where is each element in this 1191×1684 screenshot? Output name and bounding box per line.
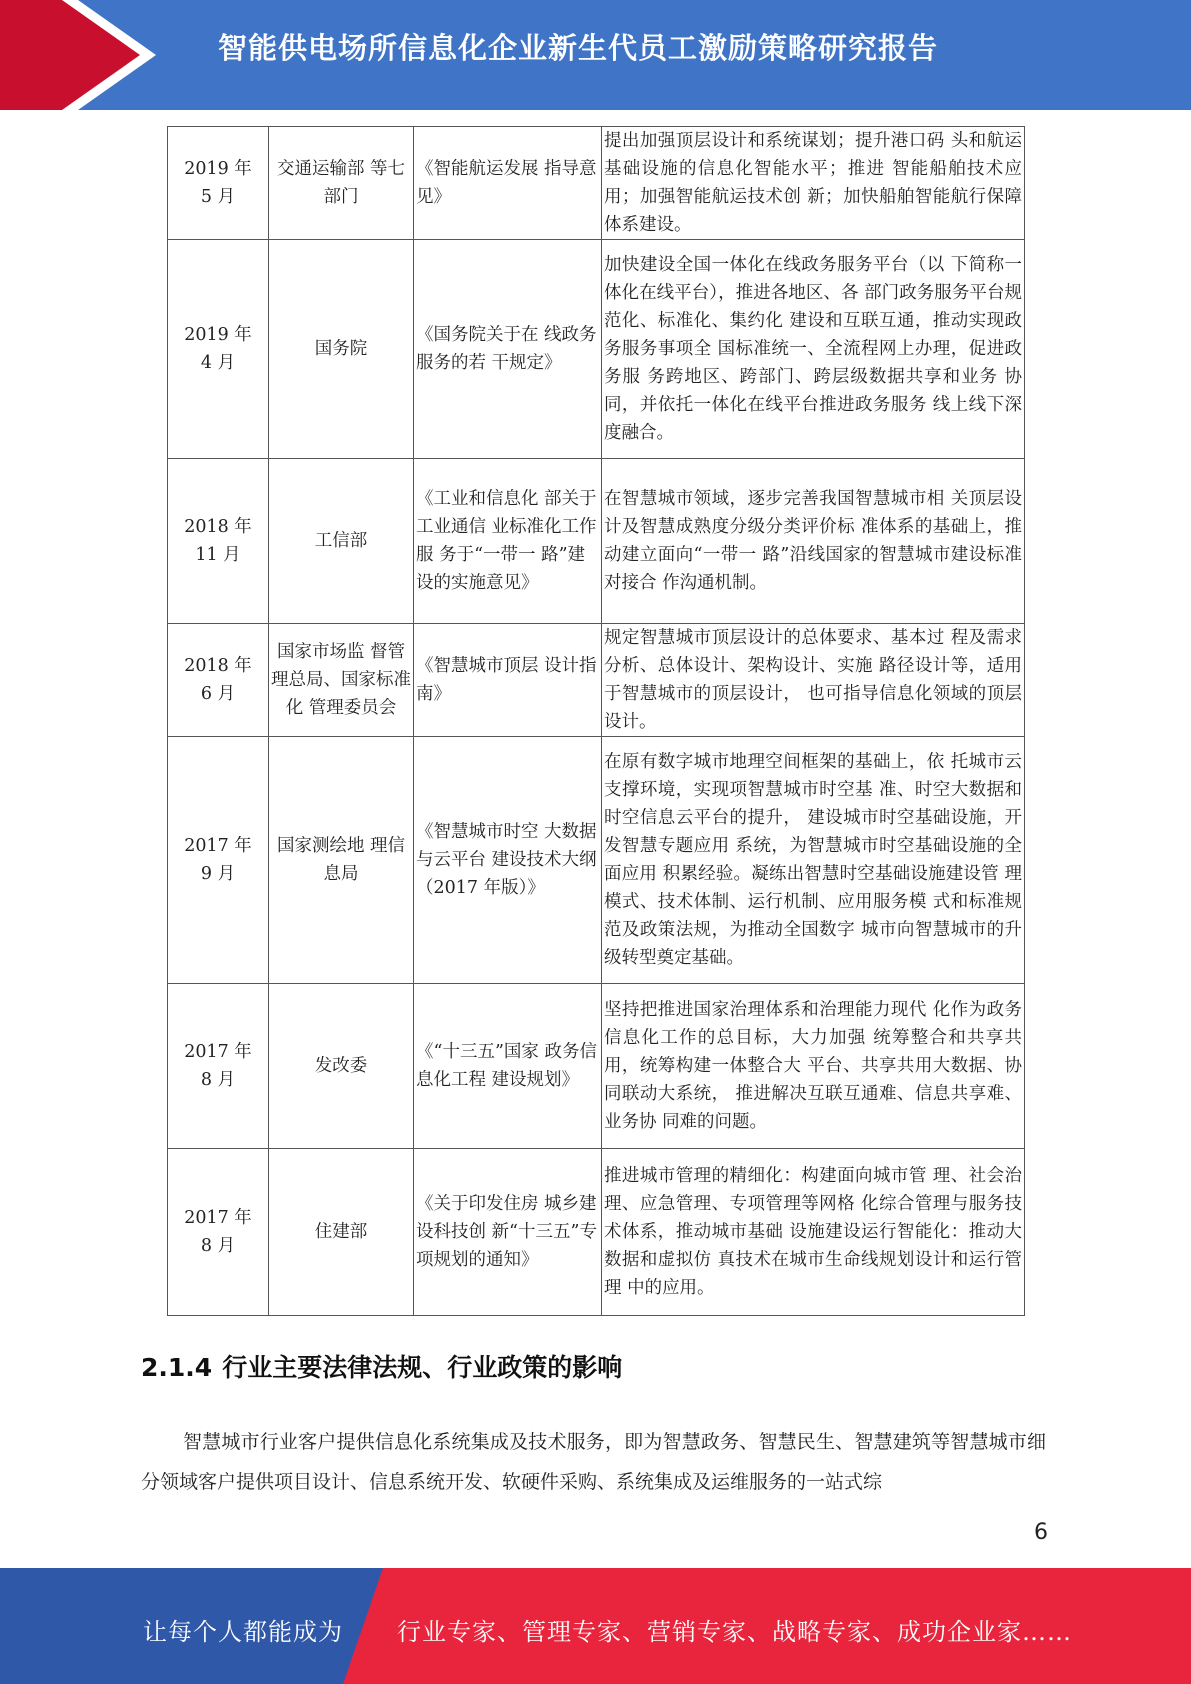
description-cell: 在智慧城市领域，逐步完善我国智慧城市相 关顶层设计及智慧成熟度分级分类评价标 准体系的基础上，推动建立面向“一带一 路”沿线国家的智慧城市建设标准对接合 作沟通机制。	[602, 459, 1025, 624]
document-cell: 《国务院关于在 线政务服务的若 干规定》	[414, 240, 602, 459]
description-cell: 规定智慧城市顶层设计的总体要求、基本过 程及需求分析、总体设计、架构设计、实施 路径设计等，适用于智慧城市的顶层设计， 也可指导信息化领域的顶层设计。	[602, 624, 1025, 737]
date-cell: 2018 年 11 月	[168, 459, 269, 624]
date-cell: 2017 年 8 月	[168, 1149, 269, 1316]
date-cell: 2017 年 8 月	[168, 984, 269, 1149]
agency-cell: 住建部	[269, 1149, 414, 1316]
document-cell: 《关于印发住房 城乡建设科技创 新“十三五”专 项规划的通知》	[414, 1149, 602, 1316]
date-cell: 2019 年 5 月	[168, 127, 269, 240]
description-cell: 加快建设全国一体化在线政务服务平台（以 下简称一体化在线平台），推进各地区、各 部门政务服务平台规范化、标准化、集约化 建设和互联互通，推动实现政务服务事项全 国标准统一、全流程网上办理，促进政务服 务跨地区、跨部门、跨层级数据共享和业务 协同，并依托一体化在线平台推进政务服务 线上线下深度融合。	[602, 240, 1025, 459]
page-number: 6	[1034, 1520, 1048, 1545]
body-paragraph: 智慧城市行业客户提供信息化系统集成及技术服务，即为智慧政务、智慧民生、智慧建筑等智慧城市细分领域客户提供项目设计、信息系统开发、软硬件采购、系统集成及运维服务的一站式综	[141, 1431, 1046, 1493]
section-heading	[141, 1348, 622, 1384]
document-cell: 《智慧城市时空 大数据与云平台 建设技术大纲 （2017 年版）》	[414, 737, 602, 984]
table-row	[168, 459, 1025, 624]
document-cell: 《“十三五”国家 政务信息化工程 建设规划》	[414, 984, 602, 1149]
agency-cell: 工信部	[269, 459, 414, 624]
table-row	[168, 127, 1025, 240]
section-title: 行业主要法律法规、行业政策的影响	[222, 1353, 623, 1382]
document-cell: 《智慧城市顶层 设计指南》	[414, 624, 602, 737]
agency-cell: 国家市场监 督管理总局、国家标准化 管理委员会	[269, 624, 414, 737]
page-header	[0, 0, 1191, 110]
page-footer	[0, 1568, 1191, 1684]
date-cell: 2017 年 9 月	[168, 737, 269, 984]
policy-table	[167, 126, 1025, 1316]
description-cell: 在原有数字城市地理空间框架的基础上，依 托城市云支撑环境，实现项智慧城市时空基 准、时空大数据和时空信息云平台的提升， 建设城市时空基础设施，开发智慧专题应用 系统，为智慧城市时空基础设施的全面应用 积累经验。凝练出智慧时空基础设施建设管 理模式、技术体制、运行机制、应用服务模 式和标准规范及政策法规，为推动全国数字 城市向智慧城市的升级转型奠定基础。	[602, 737, 1025, 984]
description-cell: 推进城市管理的精细化：构建面向城市管 理、社会治理、应急管理、专项管理等网格 化综合管理与服务技术体系，推动城市基础 设施建设运行智能化：推动大数据和虚拟仿 真技术在城市生命线规划设计和运行管理 中的应用。	[602, 1149, 1025, 1316]
report-title: 智能供电场所信息化企业新生代员工激励策略研究报告	[218, 31, 939, 65]
agency-cell: 发改委	[269, 984, 414, 1149]
agency-cell: 国家测绘地 理信息局	[269, 737, 414, 984]
table-row	[168, 984, 1025, 1149]
agency-cell: 交通运输部 等七部门	[269, 127, 414, 240]
document-cell: 《智能航运发展 指导意见》	[414, 127, 602, 240]
table-row	[168, 240, 1025, 459]
footer-slogan-right: 行业专家、管理专家、营销专家、战略专家、成功企业家……	[397, 1618, 1072, 1646]
date-cell: 2018 年 6 月	[168, 624, 269, 737]
date-cell: 2019 年 4 月	[168, 240, 269, 459]
document-cell: 《工业和信息化 部关于工业通信 业标准化工作服 务于“一带一 路”建设的实施意见》	[414, 459, 602, 624]
description-cell: 提出加强顶层设计和系统谋划；提升港口码 头和航运基础设施的信息化智能水平；推进 智能船舶技术应用；加强智能航运技术创 新；加快船舶智能航行保障体系建设。	[602, 127, 1025, 240]
table-row	[168, 624, 1025, 737]
table-row	[168, 737, 1025, 984]
section-number: 2.1.4	[141, 1353, 213, 1382]
description-cell: 坚持把推进国家治理体系和治理能力现代 化作为政务信息化工作的总目标，大力加强 统筹整合和共享共用，统筹构建一体整合大 平台、共享共用大数据、协同联动大系统， 推进解决互联互通难、信息共享难、业务协 同难的问题。	[602, 984, 1025, 1149]
table-row	[168, 1149, 1025, 1316]
footer-slogan-left: 让每个人都能成为	[143, 1618, 343, 1646]
agency-cell: 国务院	[269, 240, 414, 459]
